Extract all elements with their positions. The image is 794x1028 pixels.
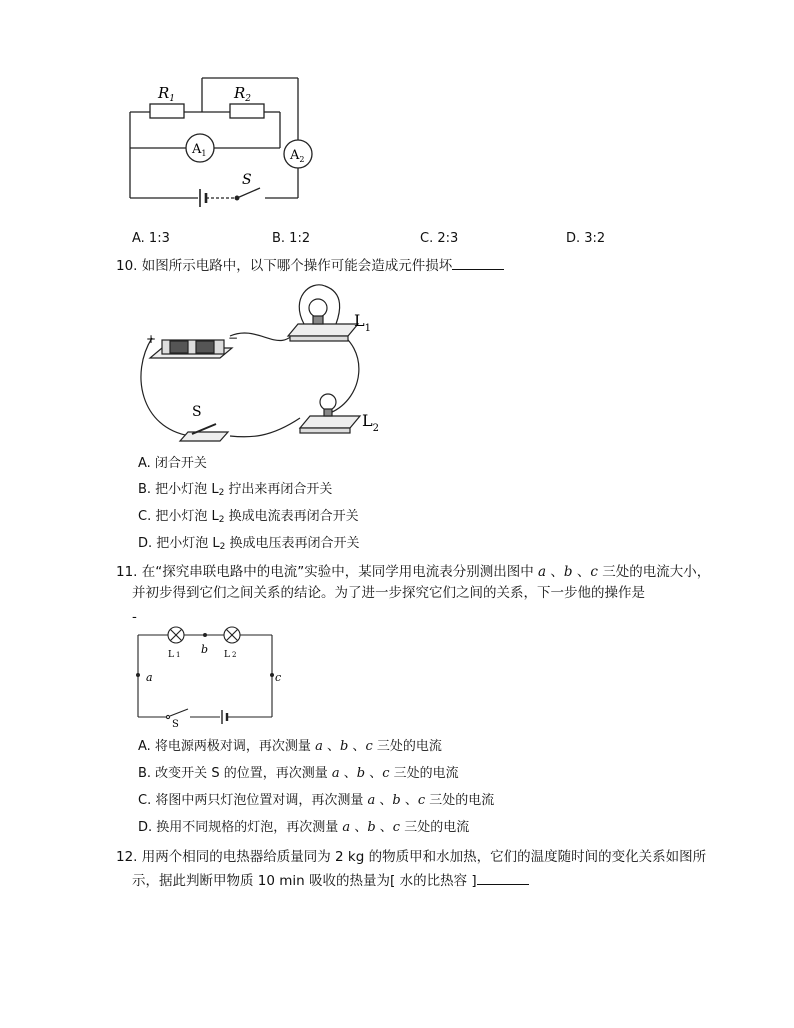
- q9-option-c[interactable]: C. 2:3: [420, 231, 459, 246]
- q11-option-a[interactable]: A. 将电源两极对调，再次测量 a 、b 、c 三处的电流: [138, 739, 442, 754]
- circuit-diagram-bulbs: [140, 278, 400, 448]
- switch-s-label: S: [242, 172, 252, 188]
- q10-option-b[interactable]: B. 把小灯泡 $L_2$ 拧出来再闭合开关: [138, 482, 333, 498]
- answer-blank[interactable]: [452, 257, 504, 270]
- r1-label: $R_1$: [158, 84, 176, 104]
- q11-option-c[interactable]: C. 将图中两只灯泡位置对调，再次测量 a 、b 、c 三处的电流: [138, 793, 495, 808]
- q11-stem-line2: 并初步得到它们之间关系的结论。为了进一步探究它们之间的关系，下一步他的操作是: [132, 585, 645, 601]
- a2-label: $A_2$: [290, 148, 305, 164]
- q11-stem-line1: 11. 在“探究串联电路中的电流”实验中，某同学用电流表分别测出图中 a 、b 、c 三处的电流大小，: [116, 564, 711, 580]
- l2-label: $L_2$: [362, 411, 379, 434]
- r2-label: $R_2$: [234, 84, 252, 104]
- battery-minus-label: −: [228, 331, 239, 345]
- q10-option-d[interactable]: D. 把小灯泡 $L_2$ 换成电压表再闭合开关: [138, 536, 360, 552]
- q11-stem-line3: -: [132, 609, 137, 625]
- point-a-label: a: [146, 671, 153, 684]
- point-b-label: b: [201, 643, 209, 656]
- point-c-label: c: [275, 671, 282, 684]
- q9-option-d[interactable]: D. 3:2: [566, 231, 606, 246]
- q10-option-a[interactable]: A. 闭合开关: [138, 456, 207, 471]
- q9-option-a[interactable]: A. 1:3: [132, 231, 170, 246]
- battery-plus-label: +: [146, 332, 157, 346]
- l2-label: L 2: [224, 650, 237, 660]
- switch-s-label: S: [172, 719, 179, 730]
- answer-blank[interactable]: [477, 872, 529, 885]
- q9-option-b[interactable]: B. 1:2: [272, 231, 311, 246]
- switch-s-label: S: [192, 404, 202, 420]
- q10-option-c[interactable]: C. 把小灯泡 $L_2$ 换成电流表再闭合开关: [138, 509, 359, 525]
- q11-option-b[interactable]: B. 改变开关 S 的位置，再次测量 a 、b 、c 三处的电流: [138, 766, 459, 781]
- circuit-diagram-r1-r2: [120, 70, 320, 220]
- q12-stem-line1: 12. 用两个相同的电热器给质量同为 2 kg 的物质甲和水加热，它们的温度随时间的变化关系如图所: [116, 849, 707, 865]
- q12-stem-line2: 示，据此判断甲物质 10 min 吸收的热量为[ 水的比热容 ]: [132, 872, 529, 890]
- q11-option-d[interactable]: D. 换用不同规格的灯泡，再次测量 a 、b 、c 三处的电流: [138, 820, 470, 835]
- a1-label: $A_1$: [192, 142, 207, 158]
- l1-label: $L_1$: [354, 311, 371, 334]
- series-circuit-diagram: [130, 625, 290, 730]
- l1-label: L 1: [168, 650, 181, 660]
- q10-stem: 10. 如图所示电路中，以下哪个操作可能会造成元件损坏: [116, 257, 504, 275]
